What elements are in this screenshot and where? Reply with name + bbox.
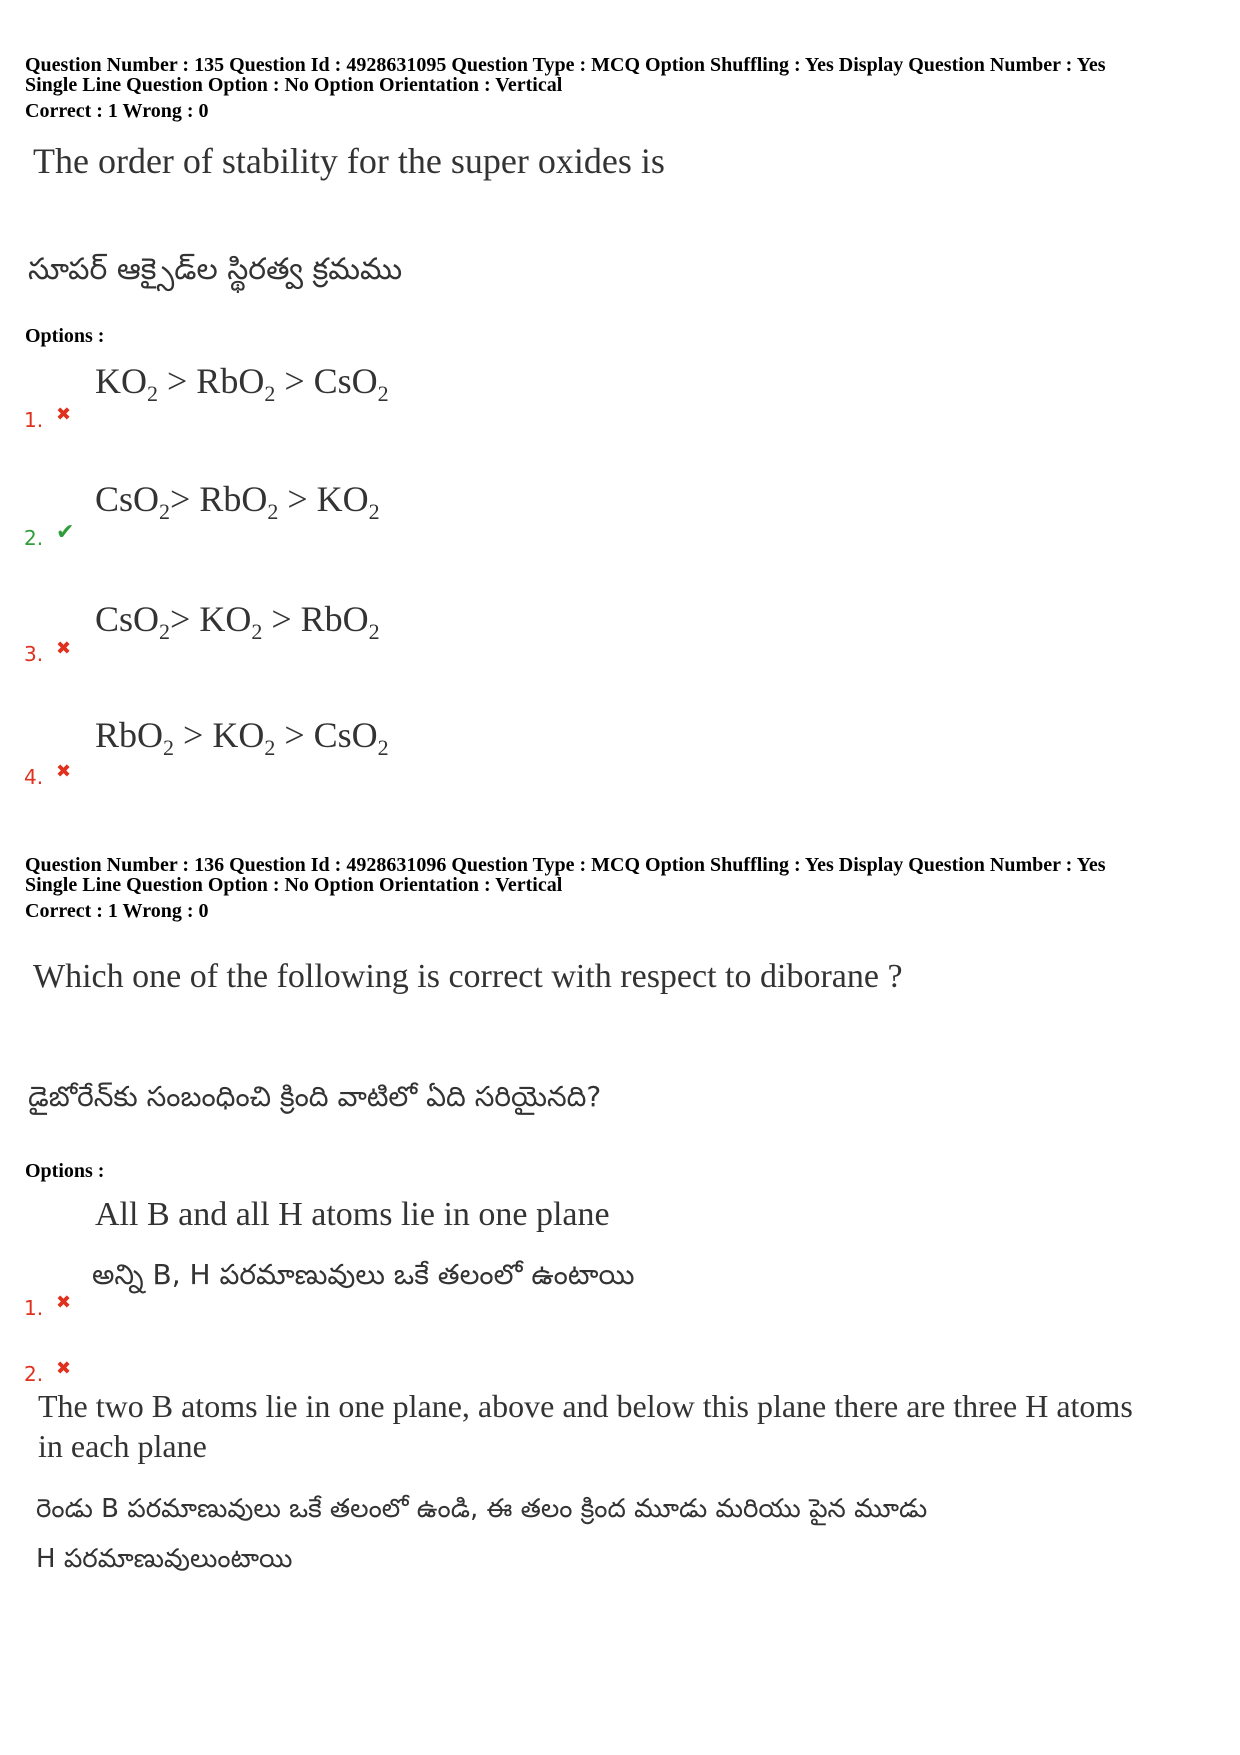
question-text-telugu: సూపర్ ఆక్సైడ్‌ల స్థిరత్వ క్రమము [28,252,403,287]
question-score: Correct : 1 Wrong : 0 [25,100,209,122]
cross-icon: ✖ [56,404,72,425]
cross-icon: ✖ [56,638,72,659]
question-score: Correct : 1 Wrong : 0 [25,900,209,922]
option-formula: $CsO_2> RbO_2 > KO_2$ [95,479,380,525]
options-label: Options : [25,1160,105,1182]
option-formula: $RbO_2 > KO_2 > CsO_2$ [95,715,389,761]
question-text-telugu: డైబోరేన్‌కు సంబంధించి క్రింది వాటిలో ఏది సరియైనది? [28,1080,602,1113]
option-text-telugu-line1: రెండు B పరమాణువులు ఒకే తలంలో ఉండి, ఈ తలం క్రింద మూడు మరియు పైన మూడు [36,1494,928,1524]
option-text-english-line2: in each plane [38,1428,207,1464]
question-text-english: Which one of the following is correct with respect to diborane ? [33,958,903,995]
option-number: 1. [24,408,44,432]
option-text-english: All B and all H atoms lie in one plane [95,1196,610,1233]
question-meta-line2: Single Line Question Option : No Option Orientation : Vertical [25,74,563,96]
question-text-english: The order of stability for the super oxides is [33,141,665,181]
question-meta-line1: Question Number : 136 Question Id : 4928631096 Question Type : MCQ Option Shuffling : Yes Display Question Number : Yes [25,854,1106,876]
cross-icon: ✖ [56,761,72,782]
option-number: 1. [24,1296,44,1320]
option-number: 2. [24,526,44,550]
option-formula: $CsO_2> KO_2 > RbO_2$ [95,599,380,645]
cross-icon: ✖ [56,1358,72,1379]
option-number: 3. [24,642,44,666]
question-meta-line2: Single Line Question Option : No Option Orientation : Vertical [25,874,563,896]
checkmark-icon: ✔ [56,520,75,545]
option-text-english-line1: The two B atoms lie in one plane, above and below this plane there are three H atoms [38,1388,1133,1424]
option-text-telugu-line2: H పరమాణువులుంటాయి [36,1544,293,1574]
question-meta-line1: Question Number : 135 Question Id : 4928631095 Question Type : MCQ Option Shuffling : Yes Display Question Number : Yes [25,54,1106,76]
option-number: 4. [24,765,44,789]
option-number: 2. [24,1362,44,1386]
cross-icon: ✖ [56,1292,72,1313]
option-text-telugu: అన్ని B, H పరమాణువులు ఒకే తలంలో ఉంటాయి [92,1258,635,1291]
options-label: Options : [25,325,105,347]
option-formula: $KO_2 > RbO_2 > CsO_2$ [95,361,389,407]
